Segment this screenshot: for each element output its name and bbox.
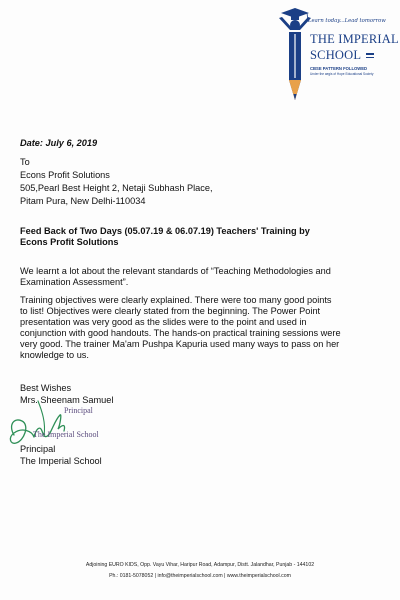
signatory-institution: The Imperial School xyxy=(20,456,102,466)
handwritten-signature-icon xyxy=(0,395,120,455)
stamp-school: The Imperial School xyxy=(33,430,99,439)
letterhead-footer xyxy=(0,560,400,582)
recipient-address-line1: 505,Pearl Best Height 2, Netaji Subhash Place, xyxy=(20,183,213,193)
recipient-company: Econs Profit Solutions xyxy=(20,170,110,180)
signatory-name: Mrs. Sheenam Samuel xyxy=(20,395,114,405)
paragraph-line: knowledge to us. xyxy=(20,350,89,360)
logo-equals-mark xyxy=(366,53,374,60)
paragraph-line: very good. The trainer Ma'am Pushpa Kapuria used many ways to pass on her xyxy=(20,339,340,349)
letter-subject xyxy=(20,226,390,248)
letter-to: To xyxy=(20,157,30,167)
paragraph-line: presentation was very good as the slides were to the point and used in xyxy=(20,317,307,327)
paragraph-line: to list! Objectives were clearly stated from the beginning. The Power Point xyxy=(20,306,321,316)
paragraph-line: Training objectives were clearly explained. There were too many good points xyxy=(20,295,332,305)
stamp-role: Principal xyxy=(64,406,93,415)
logo-name-line1: THE IMPERIAL xyxy=(310,32,399,46)
logo-name-line2: SCHOOL xyxy=(310,48,362,62)
logo-affiliation: CBSE PATTERN FOLLOWED xyxy=(310,66,368,71)
logo-tagline: Learn today...Lead tomorrow xyxy=(308,18,386,24)
closing: Best Wishes xyxy=(20,383,72,393)
paragraph-line: conjunction with good handouts. The hands-on practical training sessions were xyxy=(20,328,341,338)
subject-line2: Econs Profit Solutions xyxy=(20,237,119,247)
logo-aegis: Under the aegis of Hope Educational Society xyxy=(310,72,374,76)
school-logo xyxy=(278,4,399,110)
footer-contact: Ph.: 0181-5078052 | info@theimperialschool.com | www.theimperialschool.com xyxy=(109,573,291,579)
school-emblem-icon xyxy=(278,8,312,110)
paragraph-line: Examination Assessment”. xyxy=(20,277,129,287)
letter-date: Date: July 6, 2019 xyxy=(20,138,98,148)
paragraph-1 xyxy=(20,266,382,288)
paragraph-line: We learnt a lot about the relevant standards of “Teaching Methodologies and xyxy=(20,266,331,276)
recipient-address-line2: Pitam Pura, New Delhi-110034 xyxy=(20,196,146,206)
footer-address: Adjoining EURO KIDS, Opp. Vayu Vihar, Haripur Road, Adampur, Distt. Jalandhar, Punjab - 144102 xyxy=(85,562,315,568)
subject-line1: Feed Back of Two Days (05.07.19 & 06.07.19) Teachers' Training by xyxy=(20,226,310,236)
paragraph-2 xyxy=(20,295,382,361)
signatory-title: Principal xyxy=(20,444,56,454)
